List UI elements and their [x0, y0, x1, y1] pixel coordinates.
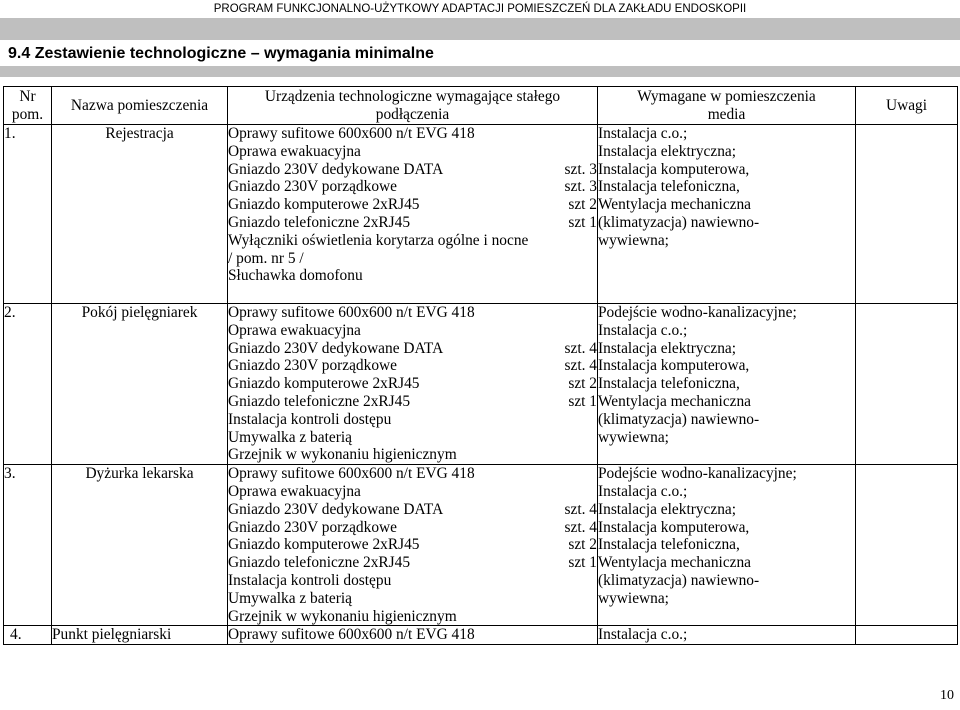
device-quantity: szt. 4	[564, 339, 597, 357]
device-line	[228, 554, 597, 572]
table-row	[4, 304, 958, 465]
media-line: Instalacja komputerowa,	[598, 357, 750, 375]
header-nr-line2: pom.	[11, 105, 44, 123]
section-title: 9.4 Zestawienie technologiczne – wymagania minimalne	[8, 45, 434, 62]
room-name: Pokój pielęgniarek	[52, 304, 228, 465]
device-quantity: szt. 4	[564, 500, 597, 518]
device-line	[228, 501, 597, 519]
device-label: Oprawa ewakuacyjna	[228, 482, 361, 500]
media-cell	[598, 626, 856, 645]
device-line	[228, 304, 597, 322]
device-line	[228, 340, 597, 358]
media-line: Instalacja telefoniczna,	[598, 536, 740, 554]
header-devices	[228, 87, 598, 125]
media-line: Instalacja elektryczna;	[598, 339, 737, 357]
media-line: Wentylacja mechaniczna	[598, 392, 752, 410]
device-line	[228, 322, 597, 340]
media-line: (klimatyzacja) nawiewno-	[598, 571, 760, 589]
table-row	[4, 465, 958, 626]
device-line	[228, 232, 597, 250]
media-cell	[598, 304, 856, 465]
room-number: 1.	[4, 125, 52, 304]
section-shading-bar	[0, 66, 960, 77]
header-media	[598, 87, 856, 125]
media-line: Instalacja c.o.;	[598, 125, 688, 142]
media-cell	[598, 465, 856, 626]
device-line	[228, 267, 597, 285]
device-line	[228, 429, 597, 447]
device-label: Oprawa ewakuacyjna	[228, 321, 361, 339]
room-name: Punkt pielęgniarski	[52, 626, 228, 645]
notes-cell	[856, 626, 958, 645]
media-line: Instalacja telefoniczna,	[598, 178, 740, 196]
device-label: Gniazdo 230V dedykowane DATA	[228, 500, 444, 518]
media-line: wywiewna;	[598, 231, 669, 249]
device-label: Gniazdo 230V porządkowe	[228, 178, 397, 196]
device-label: Oprawy sufitowe 600x600 n/t EVG 418	[228, 304, 475, 321]
device-line	[228, 125, 597, 143]
room-number: 4.	[4, 626, 52, 645]
device-label: / pom. nr 5 /	[228, 249, 304, 267]
device-label: Instalacja kontroli dostępu	[228, 410, 392, 428]
device-line	[228, 357, 597, 375]
device-label: Instalacja kontroli dostępu	[228, 571, 392, 589]
requirements-table	[3, 86, 958, 645]
device-label: Umywalka z baterią	[228, 428, 352, 446]
notes-cell	[856, 465, 958, 626]
device-label: Gniazdo 230V dedykowane DATA	[228, 339, 444, 357]
device-label: Umywalka z baterią	[228, 589, 352, 607]
device-quantity: szt 1	[568, 392, 597, 410]
device-quantity: szt 1	[568, 554, 597, 572]
device-line	[228, 196, 597, 214]
devices-cell	[228, 304, 598, 465]
device-label: Gniazdo 230V dedykowane DATA	[228, 160, 444, 178]
media-line: Instalacja elektryczna;	[598, 142, 737, 160]
media-line: wywiewna;	[598, 589, 669, 607]
device-line	[228, 626, 597, 644]
media-line: Instalacja komputerowa,	[598, 160, 750, 178]
device-line	[228, 465, 597, 483]
running-header: PROGRAM FUNKCJONALNO-UŻYTKOWY ADAPTACJI POMIESZCZEŃ DLA ZAKŁADU ENDOSKOPII	[213, 3, 747, 15]
device-line	[228, 446, 597, 464]
media-line: Podejście wodno-kanalizacyjne;	[598, 304, 797, 321]
device-line	[228, 590, 597, 608]
media-line: Instalacja c.o.;	[598, 321, 688, 339]
media-line: Podejście wodno-kanalizacyjne;	[598, 465, 797, 483]
header-media-line2: media	[707, 105, 746, 123]
device-line	[228, 608, 597, 626]
notes-cell	[856, 125, 958, 304]
header-shading-bar	[0, 18, 960, 40]
device-line	[228, 178, 597, 196]
device-label: Gniazdo komputerowe 2xRJ45	[228, 196, 420, 214]
device-label: Oprawy sufitowe 600x600 n/t EVG 418	[228, 465, 475, 483]
device-quantity: szt 1	[568, 213, 597, 231]
media-line: Instalacja elektryczna;	[598, 500, 737, 518]
page-number: 10	[940, 688, 954, 703]
media-cell	[598, 125, 856, 304]
device-quantity: szt. 3	[564, 178, 597, 196]
device-line	[228, 483, 597, 501]
device-label: Gniazdo telefoniczne 2xRJ45	[228, 392, 411, 410]
device-label: Gniazdo 230V porządkowe	[228, 518, 397, 536]
device-label: Grzejnik w wykonaniu higienicznym	[228, 446, 457, 464]
device-quantity: szt 2	[568, 375, 597, 393]
device-line	[228, 143, 597, 161]
device-line	[228, 214, 597, 232]
device-line	[228, 375, 597, 393]
header-nr-line1: Nr	[19, 87, 36, 105]
room-name: Dyżurka lekarska	[52, 465, 228, 626]
media-line: Instalacja c.o.;	[598, 482, 688, 500]
device-line	[228, 250, 597, 268]
room-number: 3.	[4, 465, 52, 626]
devices-cell	[228, 125, 598, 304]
header-media-line1: Wymagane w pomieszczenia	[637, 87, 816, 105]
device-label: Oprawy sufitowe 600x600 n/t EVG 418	[228, 626, 475, 644]
header-notes: Uwagi	[856, 87, 958, 125]
device-label: Gniazdo telefoniczne 2xRJ45	[228, 213, 411, 231]
media-line: Wentylacja mechaniczna	[598, 196, 752, 214]
device-quantity: szt 2	[568, 196, 597, 214]
device-quantity: szt. 4	[564, 357, 597, 375]
device-line	[228, 411, 597, 429]
device-quantity: szt. 4	[564, 518, 597, 536]
device-label: Grzejnik w wykonaniu higienicznym	[228, 607, 457, 625]
header-room-name: Nazwa pomieszczenia	[52, 87, 228, 125]
device-quantity: szt 2	[568, 536, 597, 554]
media-line: (klimatyzacja) nawiewno-	[598, 213, 760, 231]
header-devices-line1: Urządzenia technologiczne wymagające stałego	[264, 87, 561, 105]
device-line	[228, 519, 597, 537]
device-line	[228, 536, 597, 554]
media-line: (klimatyzacja) nawiewno-	[598, 410, 760, 428]
header-devices-line2: podłączenia	[375, 105, 450, 123]
room-name: Rejestracja	[52, 125, 228, 304]
devices-cell	[228, 465, 598, 626]
device-label: Oprawy sufitowe 600x600 n/t EVG 418	[228, 125, 475, 142]
device-line	[228, 161, 597, 179]
device-label: Gniazdo komputerowe 2xRJ45	[228, 536, 420, 554]
header-nr	[4, 87, 52, 125]
device-label: Gniazdo komputerowe 2xRJ45	[228, 375, 420, 393]
device-line	[228, 572, 597, 590]
device-label: Oprawa ewakuacyjna	[228, 142, 361, 160]
media-line: Instalacja c.o.;	[598, 626, 688, 644]
notes-cell	[856, 304, 958, 465]
table-header-row	[4, 87, 958, 125]
media-line: Wentylacja mechaniczna	[598, 554, 752, 572]
device-label: Gniazdo telefoniczne 2xRJ45	[228, 554, 411, 572]
media-line: Instalacja telefoniczna,	[598, 375, 740, 393]
device-label: Słuchawka domofonu	[228, 267, 363, 285]
device-label: Wyłączniki oświetlenia korytarza ogólne i nocne	[228, 231, 529, 249]
media-line: Instalacja komputerowa,	[598, 518, 750, 536]
devices-cell	[228, 626, 598, 645]
device-label: Gniazdo 230V porządkowe	[228, 357, 397, 375]
table-row	[4, 626, 958, 645]
table-row	[4, 125, 958, 304]
media-line: wywiewna;	[598, 428, 669, 446]
device-line	[228, 393, 597, 411]
device-quantity: szt. 3	[564, 160, 597, 178]
room-number: 2.	[4, 304, 52, 465]
